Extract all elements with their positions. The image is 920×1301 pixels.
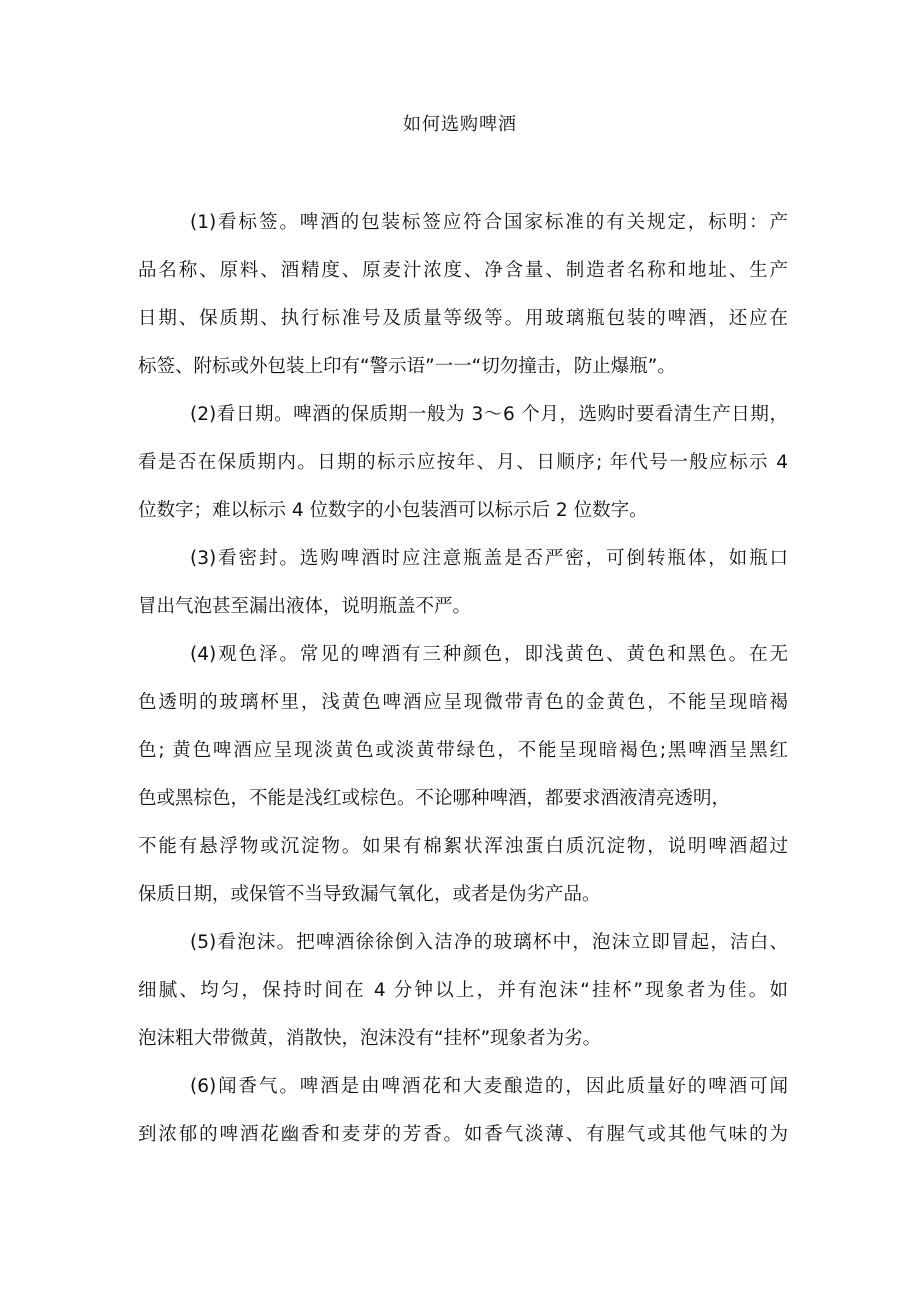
text-line: 冒出气泡甚至漏出液体，说明瓶盖不严。 xyxy=(138,596,472,617)
paragraph-check-seal xyxy=(138,535,788,631)
text-line: (3)看密封。选购啤酒时应注意瓶盖是否严密，可倒转瓶体，如瓶口 xyxy=(190,548,788,569)
paragraph-check-label xyxy=(138,199,788,391)
text-line: (5)看泡沫。把啤酒徐徐倒入洁净的玻璃杯中，泡沫立即冒起，洁白、 xyxy=(190,932,788,953)
text-line: 色或黑棕色，不能是浅红或棕色。不论哪种啤酒，都要求酒液清亮透明， xyxy=(138,788,731,809)
text-line: (4)观色泽。常见的啤酒有三种颜色，即浅黄色、黄色和黑色。在无 xyxy=(190,644,788,665)
paragraph-check-foam xyxy=(138,919,788,1063)
paragraph-check-aroma xyxy=(138,1063,788,1159)
text-line: 到浓郁的啤酒花幽香和麦芽的芳香。如香气淡薄、有腥气或其他气味的为 xyxy=(138,1124,788,1145)
text-line: 不能有悬浮物或沉淀物。如果有棉絮状浑浊蛋白质沉淀物，说明啤酒超过 xyxy=(138,836,788,857)
text-line: 日期、保质期、执行标准号及质量等级等。用玻璃瓶包装的啤酒，还应在 xyxy=(138,308,788,329)
text-line: 品名称、原料、酒精度、原麦汁浓度、净含量、制造者名称和地址、生产 xyxy=(138,260,788,281)
paragraph-check-date xyxy=(138,391,788,535)
paragraph-check-color xyxy=(138,631,788,919)
text-line: 保质日期，或保管不当导致漏气氧化，或者是伪劣产品。 xyxy=(138,884,601,905)
document-body xyxy=(138,199,788,1159)
text-line: 色透明的玻璃杯里，浅黄色啤酒应呈现微带青色的金黄色，不能呈现暗褐 xyxy=(138,692,788,713)
text-line: 色; 黄色啤酒应呈现淡黄色或淡黄带绿色，不能呈现暗褐色;黑啤酒呈黑红 xyxy=(138,740,788,761)
document-title: 如何选购啤酒 xyxy=(403,114,517,135)
text-line: 看是否在保质期内。日期的标示应按年、月、日顺序; 年代号一般应标示 4 xyxy=(138,452,788,473)
text-line: 泡沫粗大带微黄，消散快，泡沫没有“挂杯”现象者为劣。 xyxy=(138,1028,602,1049)
text-line: (6)闻香气。啤酒是由啤酒花和大麦酿造的，因此质量好的啤酒可闻 xyxy=(190,1076,788,1097)
text-line: 细腻、均匀，保持时间在 4 分钟以上，并有泡沫“挂杯”现象者为佳。如 xyxy=(138,980,788,1001)
text-line: (1)看标签。啤酒的包装标签应符合国家标准的有关规定，标明：产 xyxy=(190,212,788,233)
text-line: 位数字；难以标示 4 位数字的小包装酒可以标示后 2 位数字。 xyxy=(138,500,648,521)
text-line: (2)看日期。啤酒的保质期一般为 3～6 个月，选购时要看清生产日期， xyxy=(190,404,788,425)
text-line: 标签、附标或外包装上印有“警示语”一一“切勿撞击，防止爆瓶”。 xyxy=(138,356,676,377)
